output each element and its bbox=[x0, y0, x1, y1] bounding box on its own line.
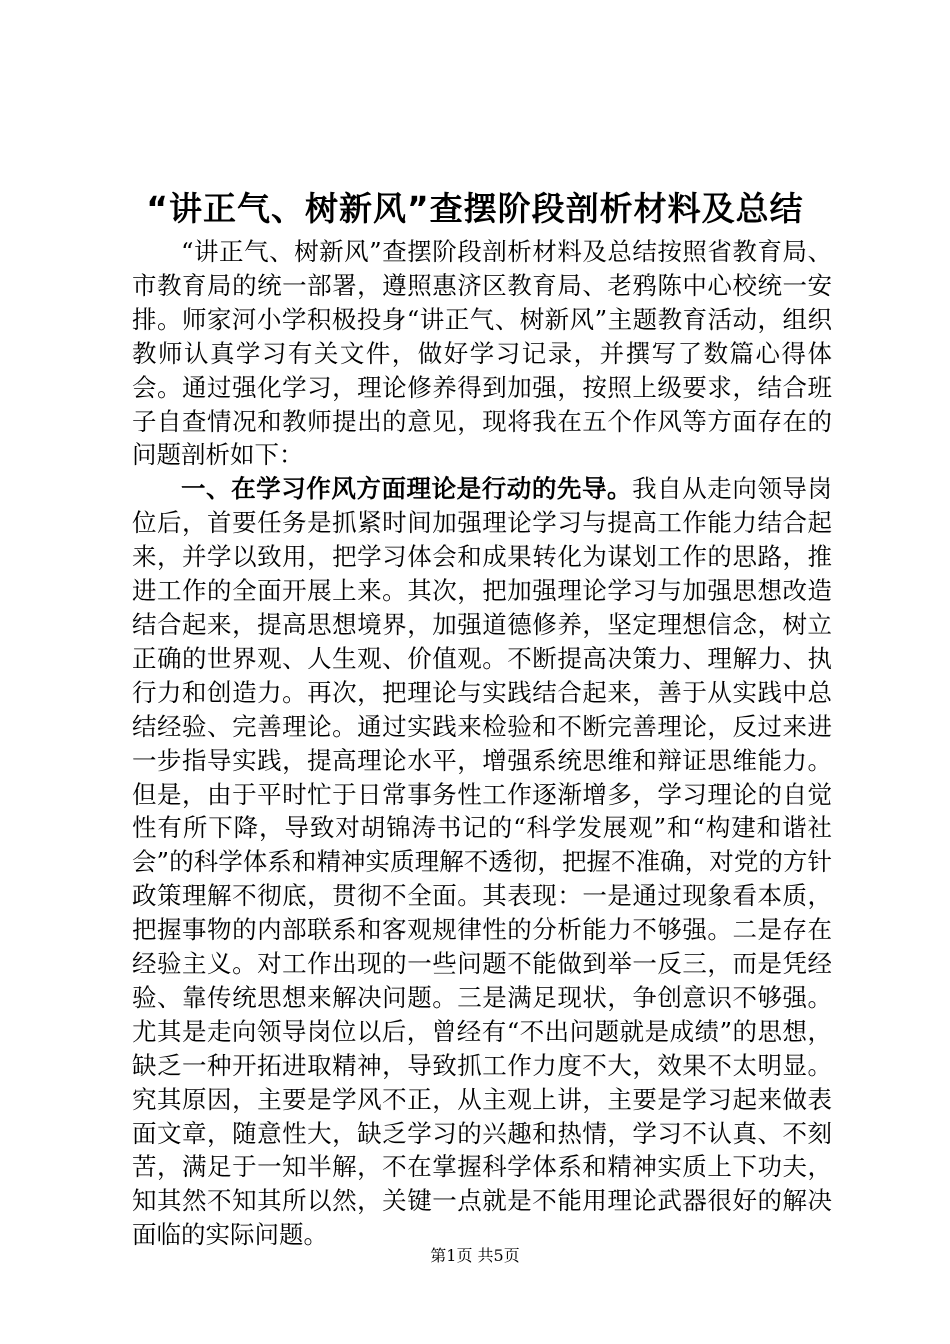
paragraph-intro bbox=[132, 235, 832, 472]
paragraph-intro-text: “讲正气、树新风”查摆阶段剖析材料及总结按照省教育局、市教育局的统一部署，遵照惠济区教育局、老鸦陈中心校统一安排。师家河小学积极投身“讲正气、树新风”主题教育活动，组织教师认真学习有关文件，做好学习记录，并撰写了数篇心得体会。通过强化学习，理论修养得到加强，按照上级要求，结合班子自查情况和教师提出的意见，现将我在五个作风等方面存在的问题剖析如下： bbox=[132, 237, 832, 470]
document-title: “讲正气、树新风”查摆阶段剖析材料及总结 bbox=[146, 189, 804, 228]
document-body bbox=[132, 235, 832, 1252]
paragraph-study-style-text: 我自从走向领导岗位后，首要任务是抓紧时间加强理论学习与提高工作能力结合起来，并学以致用，把学习体会和成果转化为谋划工作的思路，推进工作的全面开展上来。其次，把加强理论学习与加强思想改造结合起来，提高思想境界，加强道德修养，坚定理想信念，树立正确的世界观、人生观、价值观。不断提高决策力、理解力、执行力和创造力。再次，把理论与实践结合起来，善于从实践中总结经验、完善理论。通过实践来检验和不断完善理论，反过来进一步指导实践，提高理论水平，增强系统思维和辩证思维能力。但是，由于平时忙于日常事务性工作逐渐增多，学习理论的自觉性有所下降，导致对胡锦涛书记的“科学发展观”和“构建和谐社会”的科学体系和精神实质理解不透彻，把握不准确，对党的方针政策理解不彻底，贯彻不全面。其表现：一是通过现象看本质，把握事物的内部联系和客观规律性的分析能力不够强。二是存在经验主义。对工作出现的一些问题不能做到举一反三，而是凭经验、靠传统思想来解决问题。三是满足现状，争创意识不够强。尤其是走向领导岗位以后，曾经有“不出问题就是成绩”的思想，缺乏一种开拓进取精神，导致抓工作力度不大，效果不太明显。究其原因，主要是学风不正，从主观上讲，主要是学习起来做表面文章，随意性大，缺乏学习的兴趣和热情，学习不认真、不刻苦，满足于一知半解，不在掌握科学体系和精神实质上下功夫，知其然不知其所以然，关键一点就是不能用理论武器很好的解决面临的实际问题。 bbox=[132, 474, 832, 1250]
page-footer: 第1页 共5页 bbox=[430, 1246, 520, 1265]
section-heading: 一、在学习作风方面理论是行动的先导。 bbox=[181, 474, 633, 504]
paragraph-study-style bbox=[132, 472, 832, 1252]
